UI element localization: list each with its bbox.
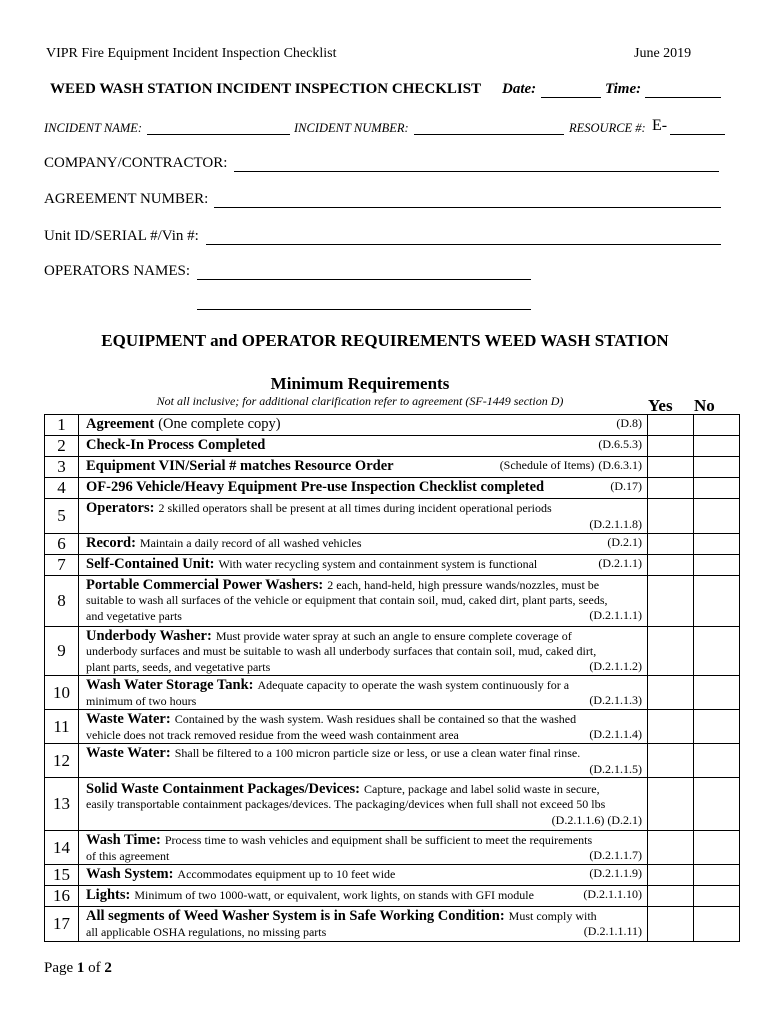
row-body-line-3: and vegetative parts	[86, 609, 182, 623]
row-description	[79, 534, 648, 555]
yes-checkbox[interactable]	[648, 576, 694, 627]
row-description	[79, 436, 648, 457]
of-word: of	[88, 960, 101, 976]
row-reference: (D.8)	[616, 416, 642, 430]
row-number: 1	[45, 415, 79, 436]
row-reference: (D.2.1.1.8)	[589, 517, 642, 531]
yes-column-header: Yes	[648, 396, 673, 415]
row-title: Agreement	[86, 416, 155, 432]
table-row	[45, 831, 740, 865]
document-header-date: June 2019	[634, 46, 692, 61]
row-body: Maintain a daily record of all washed vehicles	[139, 536, 362, 550]
row-description	[79, 478, 648, 499]
row-body-line-2: easily transportable containment packages/devices. The packaging/devices when full shall not exceed 50 lbs	[86, 797, 606, 811]
no-checkbox[interactable]	[694, 831, 740, 865]
date-field[interactable]	[541, 97, 601, 98]
row-description	[79, 744, 648, 778]
section-heading: EQUIPMENT and OPERATOR REQUIREMENTS WEED WASH STATION	[101, 331, 669, 350]
row-description	[79, 676, 648, 710]
row-body-line-2: suitable to wash all surfaces of the vehicle or equipment that contain soil, mud, caked dirt, plant parts, seeds,	[86, 593, 608, 607]
no-checkbox[interactable]	[694, 436, 740, 457]
row-number: 4	[45, 478, 79, 499]
row-title: Underbody Washer:	[86, 628, 212, 644]
no-checkbox[interactable]	[694, 555, 740, 576]
row-reference: (D.2.1.1.7)	[589, 848, 642, 862]
row-mid-reference: (Schedule of Items)	[499, 458, 595, 472]
row-description	[79, 576, 648, 627]
table-row	[45, 710, 740, 744]
yes-checkbox[interactable]	[648, 534, 694, 555]
row-body-line-1: Process time to wash vehicles and equipment shall be sufficient to meet the requirements	[164, 833, 593, 847]
page-footer	[44, 960, 112, 977]
unit-id-field[interactable]	[206, 244, 721, 245]
yes-checkbox[interactable]	[648, 415, 694, 436]
form-title: WEED WASH STATION INCIDENT INSPECTION CHECKLIST	[50, 81, 482, 97]
table-row	[45, 676, 740, 710]
row-reference: (D.6.5.3)	[598, 437, 642, 451]
row-title: Portable Commercial Power Washers:	[86, 577, 324, 593]
table-row	[45, 499, 740, 534]
row-body: 2 skilled operators shall be present at all times during incident operational periods	[158, 501, 552, 515]
yes-checkbox[interactable]	[648, 907, 694, 942]
table-row	[45, 744, 740, 778]
row-description	[79, 710, 648, 744]
row-title: OF-296 Vehicle/Heavy Equipment Pre-use Inspection Checklist completed	[86, 479, 545, 495]
page-word: Page	[44, 960, 74, 976]
time-label: Time:	[605, 81, 642, 97]
no-checkbox[interactable]	[694, 478, 740, 499]
row-body-line-1: Must provide water spray at such an angle to ensure complete coverage of	[215, 629, 572, 643]
row-body-line-1: Shall be filtered to a 100 micron particle size or less, or use a clean water final rinse.	[174, 746, 581, 760]
row-title: Waste Water:	[86, 745, 171, 761]
row-body-line-1: Contained by the wash system. Wash residues shall be contained so that the washed	[174, 712, 577, 726]
row-number: 3	[45, 457, 79, 478]
row-description	[79, 499, 648, 534]
table-row	[45, 778, 740, 831]
table-row	[45, 478, 740, 499]
row-description	[79, 907, 648, 942]
company-label: COMPANY/CONTRACTOR:	[44, 155, 228, 171]
yes-checkbox[interactable]	[648, 744, 694, 778]
row-number: 15	[45, 865, 79, 886]
row-body-line-2: underbody surfaces and must be suitable to wash all underbody surfaces that contain soil, mud, caked dirt,	[86, 644, 597, 658]
operators-label: OPERATORS NAMES:	[44, 263, 191, 279]
incident-name-label: INCIDENT NAME:	[44, 121, 143, 135]
row-title: Waste Water:	[86, 711, 171, 727]
resource-label: RESOURCE #:	[569, 121, 646, 135]
section-note: Not all inclusive; for additional clarification refer to agreement (SF-1449 section D)	[156, 394, 564, 408]
row-reference: (D.2.1.1.1)	[589, 608, 642, 622]
resource-prefix: E-	[652, 117, 668, 134]
incident-name-field[interactable]	[147, 134, 290, 135]
page-number: 1	[76, 960, 85, 976]
no-checkbox[interactable]	[694, 778, 740, 831]
row-body-line-1: Must comply with	[508, 909, 597, 923]
operators-field-1[interactable]	[197, 279, 531, 280]
row-number: 8	[45, 576, 79, 627]
no-checkbox[interactable]	[694, 710, 740, 744]
table-row	[45, 457, 740, 478]
row-number: 5	[45, 499, 79, 534]
row-description	[79, 831, 648, 865]
row-title: Lights:	[86, 887, 131, 903]
yes-checkbox[interactable]	[648, 676, 694, 710]
no-checkbox[interactable]	[694, 744, 740, 778]
row-reference: (D.2.1)	[607, 535, 642, 549]
operators-field-2[interactable]	[197, 309, 531, 310]
row-reference: (D.6.3.1)	[598, 458, 642, 472]
date-label: Date:	[502, 81, 537, 97]
row-body-line-2: minimum of two hours	[86, 694, 197, 708]
row-title: Record:	[86, 535, 136, 551]
agreement-field[interactable]	[214, 207, 721, 208]
row-title: Check-In Process Completed	[86, 437, 266, 453]
row-description	[79, 415, 648, 436]
table-row	[45, 907, 740, 942]
unit-id-label: Unit ID/SERIAL #/Vin #:	[44, 228, 199, 244]
row-reference: (D.2.1.1)	[598, 556, 642, 570]
time-field[interactable]	[645, 97, 721, 98]
row-reference: (D.2.1.1.9)	[589, 866, 642, 880]
table-row	[45, 886, 740, 907]
requirements-table	[44, 414, 740, 942]
no-checkbox[interactable]	[694, 676, 740, 710]
row-number: 14	[45, 831, 79, 865]
row-reference: (D.17)	[610, 479, 642, 493]
row-reference: (D.2.1.1.11)	[583, 924, 642, 938]
row-title: Operators:	[86, 500, 155, 516]
row-reference: (D.2.1.1.6) (D.2.1)	[551, 813, 642, 827]
agreement-label: AGREEMENT NUMBER:	[44, 191, 209, 207]
row-description	[79, 886, 648, 907]
row-number: 17	[45, 907, 79, 942]
yes-checkbox[interactable]	[648, 778, 694, 831]
incident-number-label: INCIDENT NUMBER:	[294, 121, 409, 135]
row-body-line-3: plant parts, seeds, and vegetative parts	[86, 660, 271, 674]
no-column-header: No	[694, 396, 715, 415]
row-title: Wash System:	[86, 866, 174, 882]
row-description	[79, 457, 648, 478]
yes-checkbox[interactable]	[648, 499, 694, 534]
row-reference: (D.2.1.1.3)	[589, 693, 642, 707]
row-title: Wash Water Storage Tank:	[86, 677, 254, 693]
row-number: 13	[45, 778, 79, 831]
no-checkbox[interactable]	[694, 886, 740, 907]
row-description	[79, 627, 648, 676]
row-body-line-1: Adequate capacity to operate the wash system continuously for a	[257, 678, 570, 692]
row-body: With water recycling system and containment system is functional	[218, 557, 538, 571]
row-title: Solid Waste Containment Packages/Devices:	[86, 781, 361, 797]
yes-checkbox[interactable]	[648, 831, 694, 865]
page-total: 2	[104, 960, 112, 976]
incident-number-field[interactable]	[414, 134, 564, 135]
no-checkbox[interactable]	[694, 499, 740, 534]
no-checkbox[interactable]	[694, 534, 740, 555]
row-title: Self-Contained Unit:	[86, 556, 215, 572]
table-row	[45, 534, 740, 555]
row-title: Wash Time:	[86, 832, 161, 848]
resource-number-field[interactable]	[670, 134, 725, 135]
section-subheading: Minimum Requirements	[270, 374, 450, 393]
table-row	[45, 627, 740, 676]
row-body-line-2: vehicle does not track removed residue from the weed wash containment area	[86, 728, 459, 742]
no-checkbox[interactable]	[694, 865, 740, 886]
yes-checkbox[interactable]	[648, 457, 694, 478]
row-number: 10	[45, 676, 79, 710]
table-row	[45, 436, 740, 457]
row-number: 9	[45, 627, 79, 676]
table-row	[45, 576, 740, 627]
row-reference: (D.2.1.1.5)	[589, 762, 642, 776]
company-field[interactable]	[234, 171, 719, 172]
row-extra: (One complete copy)	[158, 416, 281, 432]
row-reference: (D.2.1.1.10)	[583, 887, 642, 901]
row-reference: (D.2.1.1.4)	[589, 727, 642, 741]
table-row	[45, 555, 740, 576]
yes-checkbox[interactable]	[648, 478, 694, 499]
row-body-line-1: 2 each, hand-held, high pressure wands/nozzles, must be	[327, 578, 600, 592]
yes-checkbox[interactable]	[648, 865, 694, 886]
yes-checkbox[interactable]	[648, 627, 694, 676]
yes-checkbox[interactable]	[648, 436, 694, 457]
row-title: All segments of Weed Washer System is in Safe Working Condition:	[86, 908, 505, 924]
document-header-title: VIPR Fire Equipment Incident Inspection Checklist	[46, 46, 337, 61]
no-checkbox[interactable]	[694, 576, 740, 627]
row-description	[79, 778, 648, 831]
no-checkbox[interactable]	[694, 907, 740, 942]
row-number: 6	[45, 534, 79, 555]
no-checkbox[interactable]	[694, 415, 740, 436]
table-row	[45, 415, 740, 436]
row-number: 2	[45, 436, 79, 457]
row-description	[79, 865, 648, 886]
row-body-line-1: Capture, package and label solid waste in secure,	[364, 782, 600, 796]
row-body: Accommodates equipment up to 10 feet wide	[177, 867, 396, 881]
yes-checkbox[interactable]	[648, 555, 694, 576]
row-number: 16	[45, 886, 79, 907]
row-description	[79, 555, 648, 576]
yes-checkbox[interactable]	[648, 710, 694, 744]
row-number: 12	[45, 744, 79, 778]
row-number: 11	[45, 710, 79, 744]
row-body: Minimum of two 1000-watt, or equivalent, work lights, on stands with GFI module	[134, 888, 534, 902]
no-checkbox[interactable]	[694, 627, 740, 676]
yes-checkbox[interactable]	[648, 886, 694, 907]
no-checkbox[interactable]	[694, 457, 740, 478]
row-body-line-2: of this agreement	[86, 849, 170, 863]
row-number: 7	[45, 555, 79, 576]
row-reference: (D.2.1.1.2)	[589, 659, 642, 673]
table-row	[45, 865, 740, 886]
row-title: Equipment VIN/Serial # matches Resource Order	[86, 458, 394, 474]
row-body-line-2: all applicable OSHA regulations, no missing parts	[86, 925, 327, 939]
